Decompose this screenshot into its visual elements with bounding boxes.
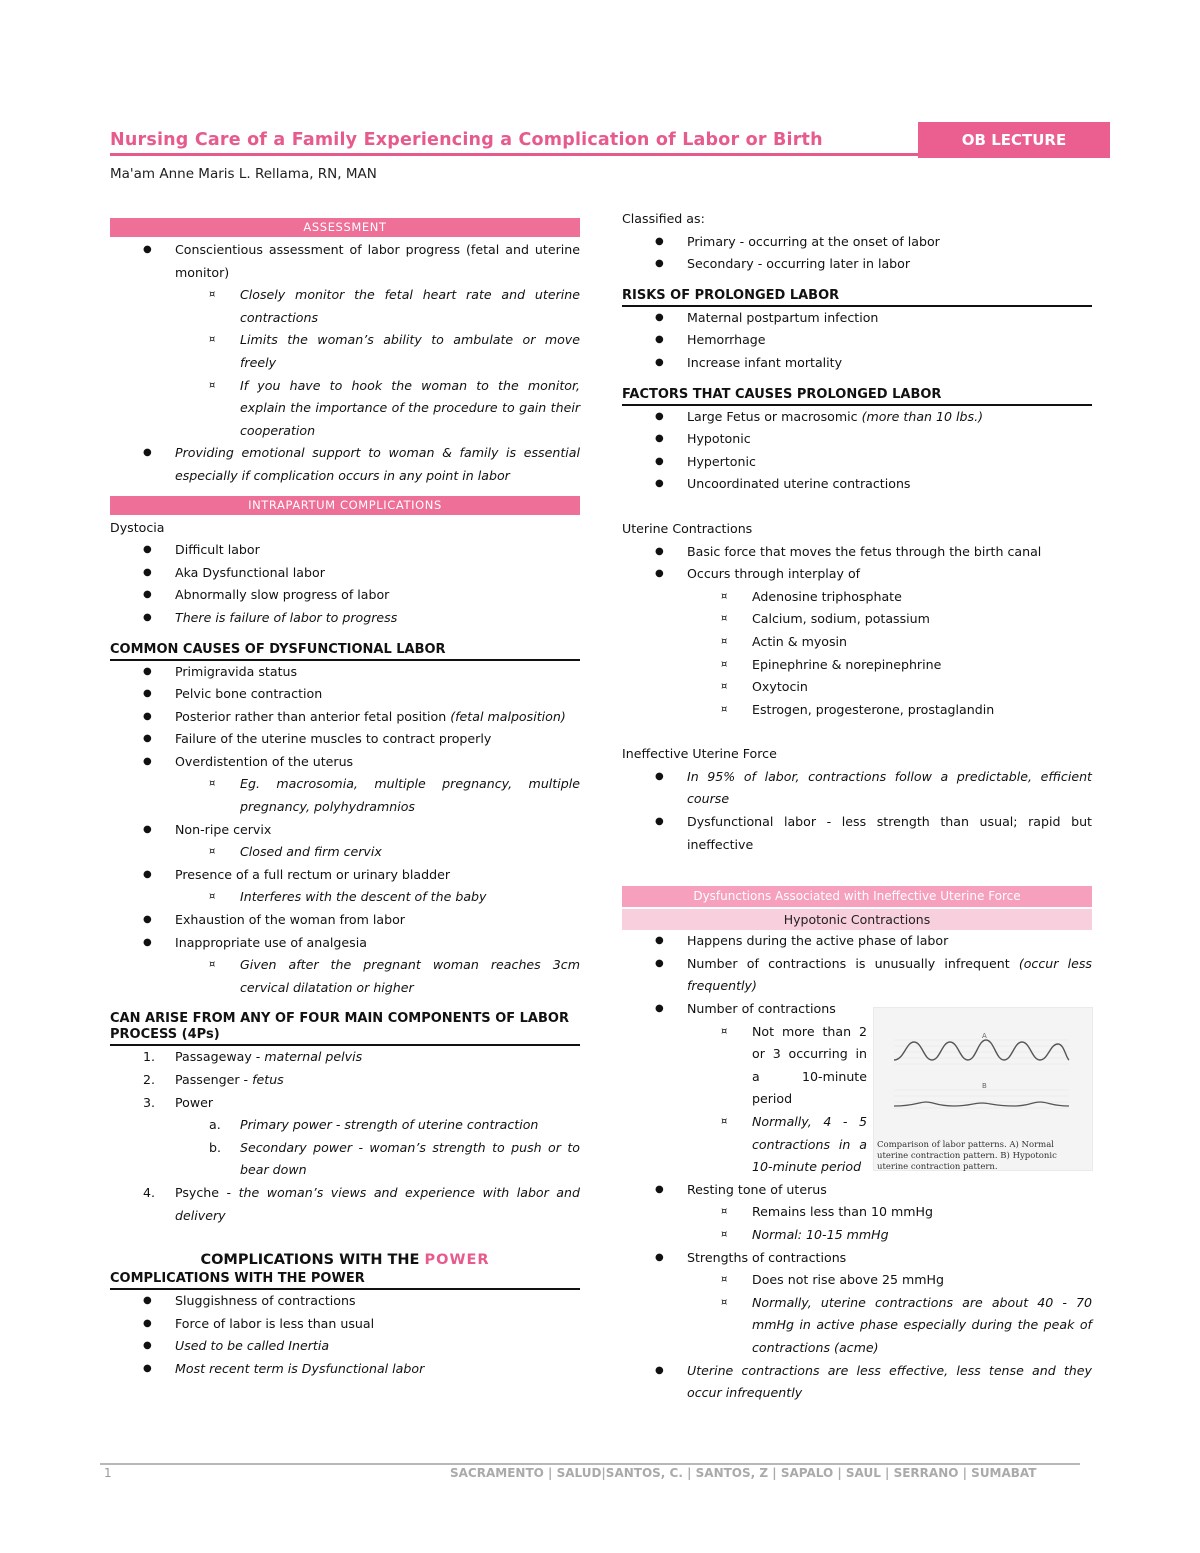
list-subitem: ¤ Limits the woman’s ability to ambulate or move freely [110, 329, 580, 374]
list-subitem: a. Primary power - strength of uterine contraction [209, 1117, 539, 1133]
four-ps-list [110, 1046, 580, 1227]
bullet-icon: ● [655, 478, 664, 490]
list-subitem: ¤ Oxytocin [622, 676, 1092, 699]
sub-bullet-icon: ¤ [721, 1025, 728, 1037]
bullet-icon: ● [655, 235, 664, 247]
heading-complications-power: COMPLICATIONS WITH THE POWER [110, 1271, 580, 1290]
bullet-icon: ● [655, 957, 664, 969]
sub-bullet-icon: ¤ [721, 613, 728, 625]
list-item: ● Overdistention of the uterus [110, 751, 580, 774]
bullet-icon: ● [143, 589, 152, 601]
list-item: ● Uterine contractions are less effective, less tense and they occur infrequently [622, 1360, 1092, 1405]
graph-label-a: A [982, 1032, 987, 1040]
sub-bullet-icon: ¤ [721, 590, 728, 602]
sub-bullet-icon: ¤ [721, 1206, 728, 1218]
power-list [110, 1290, 580, 1380]
list-subitem: ¤ Normally, 4 - 5 contractions in a 10-minute period [622, 1111, 867, 1179]
list-item: ● Secondary - occurring later in labor [622, 253, 1092, 276]
bullet-icon: ● [143, 611, 152, 623]
section-bar-dysfunctions: Dysfunctions Associated with Ineffective Uterine Force [622, 886, 1092, 907]
list-item: ● Maternal postpartum infection [622, 307, 1092, 330]
list-item: ● Non-ripe cervix [110, 819, 580, 842]
bullet-icon: ● [655, 410, 664, 422]
list-item: ● Strengths of contractions [622, 1247, 1092, 1270]
subsection-bar-hypotonic: Hypotonic Contractions [622, 909, 1092, 930]
contraction-pattern-graph [874, 1008, 1092, 1138]
bullet-icon: ● [143, 733, 152, 745]
sub-bullet-icon: ¤ [721, 658, 728, 670]
right-column [622, 208, 1092, 1405]
bullet-icon: ● [143, 914, 152, 926]
sub-bullet-icon: ¤ [721, 1228, 728, 1240]
document-title: Nursing Care of a Family Experiencing a Complication of Labor or Birth [110, 130, 823, 150]
section-bar-intrapartum: INTRAPARTUM COMPLICATIONS [110, 496, 580, 515]
list-item: ● Presence of a full rectum or urinary bladder [110, 864, 580, 887]
assessment-list [110, 239, 580, 488]
bullet-icon: ● [143, 688, 152, 700]
heading-complications-power-title: COMPLICATIONS WITH THE POWER [200, 1252, 490, 1269]
causes-list [110, 661, 580, 1000]
list-subitem: ¤ Closed and firm cervix [110, 841, 580, 864]
dystocia-list [110, 539, 580, 629]
list-item: 4. Psyche - the woman’s views and experience with labor and delivery [143, 1184, 581, 1223]
uterine-list [622, 541, 1092, 722]
classified-label: Classified as: [622, 211, 705, 226]
list-item: ● Increase infant mortality [622, 352, 1092, 375]
list-item: ● Happens during the active phase of labor [622, 930, 1092, 953]
bullet-icon: ● [655, 935, 664, 947]
graph-label-b: B [982, 1082, 987, 1090]
factors-list [622, 406, 1092, 496]
list-item: ● In 95% of labor, contractions follow a predictable, efficient course [622, 766, 1092, 811]
bullet-icon: ● [143, 1317, 152, 1329]
sub-bullet-icon: ¤ [209, 778, 216, 790]
heading-risks: RISKS OF PROLONGED LABOR [622, 288, 1092, 307]
list-subitem: b. Secondary power - woman’s strength to push or to bear down [209, 1139, 580, 1178]
list-subitem: ¤ Normal: 10-15 mmHg [622, 1224, 1092, 1247]
sub-bullet-icon: ¤ [209, 891, 216, 903]
list-item: ● Occurs through interplay of [622, 563, 1092, 586]
list-subitem: ¤ Normally, uterine contractions are about 40 - 70 mmHg in active phase especially during the peak of contractions (acme) [622, 1292, 1092, 1360]
page-number: 1 [104, 1466, 112, 1480]
list-subitem: ¤ Does not rise above 25 mmHg [622, 1269, 1092, 1292]
list-subitem: ¤ Not more than 2 or 3 occurring in a 10-minute period [622, 1021, 867, 1111]
list-subitem: ¤ Actin & myosin [622, 631, 1092, 654]
list-subitem: ¤ Estrogen, progesterone, prostaglandin [622, 699, 1092, 722]
list-item: ● Primigravida status [110, 661, 580, 684]
bullet-icon: ● [143, 710, 152, 722]
bullet-icon: ● [655, 311, 664, 323]
bullet-icon: ● [143, 1362, 152, 1374]
sub-bullet-icon: ¤ [721, 1296, 728, 1308]
list-item: ● Difficult labor [110, 539, 580, 562]
dystocia-label: Dystocia [110, 519, 165, 535]
figure-caption: Comparison of labor patterns. A) Normal uterine contraction pattern. B) Hypotonic uterine contraction pattern. [877, 1140, 1057, 1172]
bullet-icon: ● [143, 755, 152, 767]
list-subitem: ¤ Closely monitor the fetal heart rate and uterine contractions [110, 284, 580, 329]
list-item: 2. Passenger - fetus [143, 1072, 284, 1087]
list-item: ● Inappropriate use of analgesia [110, 932, 580, 955]
list-item: ● Used to be called Inertia [110, 1335, 580, 1358]
list-item: ● Providing emotional support to woman & family is essential especially if complication occurs in any point in labor [110, 442, 580, 487]
list-item: ● Hypotonic [622, 428, 1092, 451]
list-item: ● Hypertonic [622, 451, 1092, 474]
left-column [110, 218, 580, 1381]
bullet-icon: ● [655, 1003, 664, 1015]
bullet-icon: ● [655, 568, 664, 580]
sub-bullet-icon: ¤ [209, 334, 216, 346]
list-subitem: ¤ Interferes with the descent of the baby [110, 886, 580, 909]
hypotonic-contraction-trace [894, 1102, 1069, 1106]
graph-grid [894, 1040, 1069, 1108]
sub-bullet-icon: ¤ [721, 703, 728, 715]
bullet-icon: ● [655, 816, 664, 828]
list-item: 3. Power [143, 1094, 214, 1110]
bullet-icon: ● [655, 1183, 664, 1195]
sub-bullet-icon: ¤ [209, 846, 216, 858]
normal-contraction-trace [894, 1040, 1069, 1060]
bullet-icon: ● [655, 1251, 664, 1263]
sub-bullet-icon: ¤ [721, 1274, 728, 1286]
ineffective-force-label: Ineffective Uterine Force [622, 746, 777, 762]
heading-common-causes: COMMON CAUSES OF DYSFUNCTIONAL LABOR [110, 642, 580, 661]
list-subitem: ¤ Remains less than 10 mmHg [622, 1201, 1092, 1224]
bullet-icon: ● [655, 258, 664, 270]
list-item: ● Resting tone of uterus [622, 1179, 1092, 1202]
bullet-icon: ● [655, 545, 664, 557]
list-item: ● Exhaustion of the woman from labor [110, 909, 580, 932]
bullet-icon: ● [655, 455, 664, 467]
list-subitem: ¤ Adenosine triphosphate [622, 586, 1092, 609]
bullet-icon: ● [143, 566, 152, 578]
heading-four-ps: CAN ARISE FROM ANY OF FOUR MAIN COMPONENTS OF LABOR PROCESS (4Ps) [110, 1011, 580, 1046]
risks-list [622, 307, 1092, 375]
list-item: ● Number of contractions is unusually infrequent (occur less frequently) [622, 953, 1092, 998]
bullet-icon: ● [143, 244, 152, 255]
list-item: ● Posterior rather than anterior fetal position (fetal malposition) [110, 706, 580, 729]
list-item: ● Failure of the uterine muscles to contract properly [110, 728, 580, 751]
list-subitem: ¤ Eg. macrosomia, multiple pregnancy, multiple pregnancy, polyhydramnios [110, 773, 580, 818]
bullet-icon: ● [655, 334, 664, 346]
list-item: ● Basic force that moves the fetus through the birth canal [622, 541, 1092, 564]
uterine-contractions-label: Uterine Contractions [622, 520, 753, 536]
classified-list [622, 231, 1092, 276]
list-subitem: ¤ Given after the pregnant woman reaches 3cm cervical dilatation or higher [110, 954, 580, 999]
sub-bullet-icon: ¤ [721, 635, 728, 647]
list-item: ● Primary - occurring at the onset of labor [622, 231, 1092, 254]
footer-rule [100, 1463, 1080, 1465]
bullet-icon: ● [143, 447, 152, 459]
title-underline [110, 153, 918, 156]
list-item: ● Aka Dysfunctional labor [110, 562, 580, 585]
list-item: ● Dysfunctional labor - less strength than usual; rapid but ineffective [622, 811, 1092, 856]
footer-authors: SACRAMENTO | SALUD|SANTOS, C. | SANTOS, Z | SAPALO | SAUL | SERRANO | SUMABAT [450, 1466, 1037, 1480]
sub-bullet-icon: ¤ [721, 681, 728, 693]
list-item: ● Pelvic bone contraction [110, 683, 580, 706]
list-item: ● Large Fetus or macrosomic (more than 10 lbs.) [622, 406, 1092, 429]
sub-bullet-icon: ¤ [209, 379, 216, 391]
list-item: ● Force of labor is less than usual [110, 1313, 580, 1336]
list-item: ● Most recent term is Dysfunctional labor [110, 1358, 580, 1381]
sub-bullet-icon: ¤ [209, 289, 216, 301]
author-line: Ma'am Anne Maris L. Rellama, RN, MAN [110, 166, 377, 182]
ineffective-list [622, 766, 1092, 856]
list-item: ● There is failure of labor to progress [110, 607, 580, 630]
bullet-icon: ● [143, 1295, 152, 1307]
bullet-icon: ● [655, 433, 664, 445]
list-item: ● Hemorrhage [622, 329, 1092, 352]
list-item: 1. Passageway - maternal pelvis [143, 1049, 363, 1065]
section-bar-assessment: ASSESSMENT [110, 218, 580, 237]
bullet-icon: ● [655, 770, 664, 782]
list-item: ● Abnormally slow progress of labor [110, 584, 580, 607]
heading-factors: FACTORS THAT CAUSES PROLONGED LABOR [622, 387, 1092, 406]
list-item: ● Sluggishness of contractions [110, 1290, 580, 1313]
list-item: ● Uncoordinated uterine contractions [622, 473, 1092, 496]
bullet-icon: ● [143, 936, 152, 948]
list-item: ● Conscientious assessment of labor progress (fetal and uterine monitor) [110, 239, 580, 284]
bullet-icon: ● [143, 544, 152, 556]
bullet-icon: ● [143, 823, 152, 835]
list-item: ● Number of contractions [622, 998, 1092, 1021]
bullet-icon: ● [655, 356, 664, 368]
list-subitem: ¤ Epinephrine & norepinephrine [622, 654, 1092, 677]
sub-bullet-icon: ¤ [721, 1116, 728, 1127]
bullet-icon: ● [143, 1340, 152, 1352]
list-subitem: ¤ If you have to hook the woman to the monitor, explain the importance of the procedure to gain their cooperation [110, 375, 580, 443]
bullet-icon: ● [143, 868, 152, 880]
sub-bullet-icon: ¤ [209, 959, 216, 971]
bullet-icon: ● [143, 665, 152, 677]
lecture-tag: OB LECTURE [918, 122, 1110, 158]
list-subitem: ¤ Calcium, sodium, potassium [622, 608, 1092, 631]
bullet-icon: ● [655, 1364, 664, 1376]
